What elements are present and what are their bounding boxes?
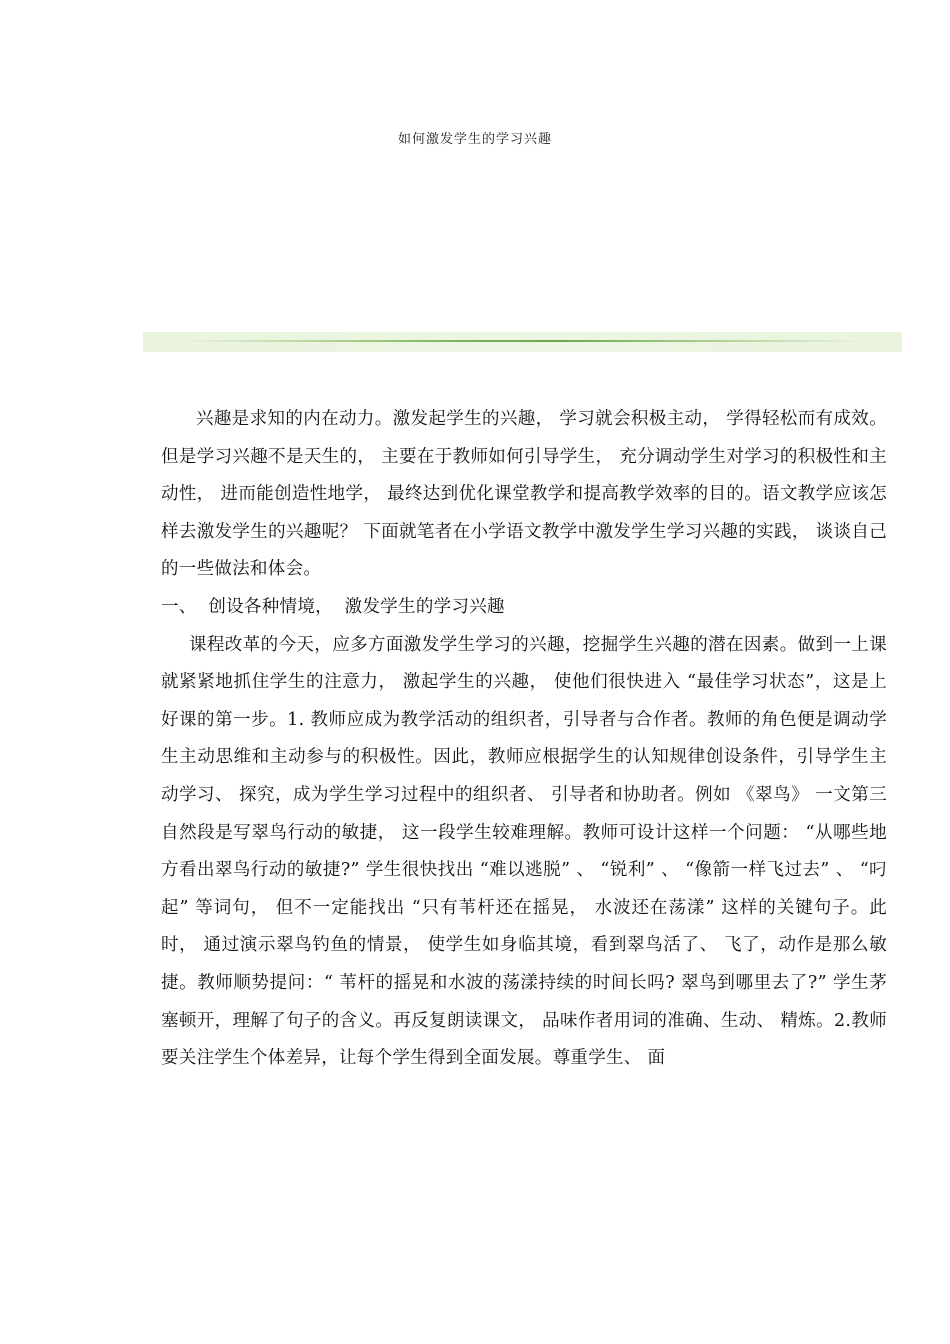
divider-line (183, 340, 862, 342)
document-body (161, 401, 887, 1078)
intro-paragraph: 兴趣是求知的内在动力。激发起学生的兴趣， 学习就会积极主动， 学得轻松而有成效。但是学习兴趣不是天生的， 主要在于教师如何引导学生， 充分调动学生对学习的积极性和主动性， 进而能创造性地学， 最终达到优化课堂教学和提高教学效率的目的。语文教学应该怎样去激发学生的兴趣呢？ 下面就笔者在小学语文教学中激发学生学习兴趣的实践， 谈谈自己的一些做法和体会。 (161, 409, 887, 580)
section-heading-1: 一、 创设各种情境， 激发学生的学习兴趣 (161, 596, 505, 617)
section-divider (143, 332, 902, 352)
section-1-paragraph: 课程改革的今天，应多方面激发学生学习的兴趣，挖掘学生兴趣的潜在因素。做到一上课就紧紧地抓住学生的注意力， 激起学生的兴趣， 使他们很快进入 “最佳学习状态”，这是上好课的第一步。1. 教师应成为教学活动的组织者，引导者与合作者。教师的角色便是调动学生主动思维和主动参与的积极性。因此，教师应根据学生的认知规律创设条件，引导学生主动学习、 探究，成为学生学习过程中的组织者、 引导者和协助者。例如 《翠鸟》 一文第三自然段是写翠鸟行动的敏捷， 这一段学生较难理解。教师可设计这样一个问题： “从哪些地方看出翠鸟行动的敏捷?” 学生很快找出 “难以逃脱” 、 “锐利” 、 “像箭一样飞过去” 、 “叼起” 等词句， 但不一定能找出 “只有苇杆还在摇晃， 水波还在荡漾” 这样的关键句子。此时， 通过演示翠鸟钓鱼的情景， 使学生如身临其境，看到翠鸟活了、 飞了，动作是那么敏捷。教师顺势提问：“ 苇杆的摇晃和水波的荡漾持续的时间长吗? 翠鸟到哪里去了?” 学生茅塞顿开，理解了句子的含义。再反复朗读课文， 品味作者用词的准确、生动、 精炼。2.教师要关注学生个体差异，让每个学生得到全面发展。尊重学生、 面 (161, 634, 887, 1069)
document-title: 如何激发学生的学习兴趣 (397, 132, 552, 147)
